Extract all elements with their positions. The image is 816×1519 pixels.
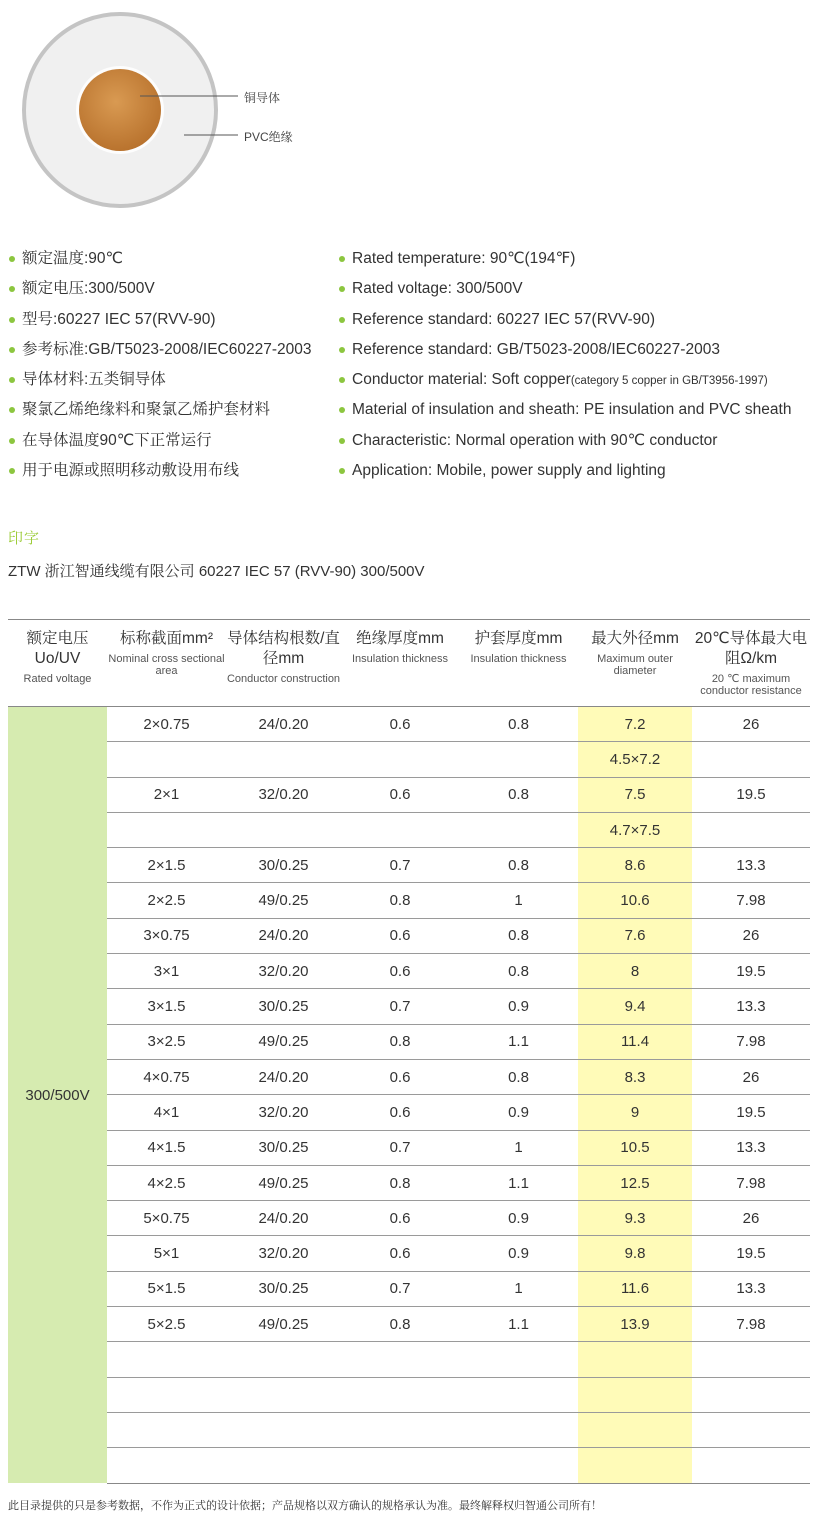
table-row (8, 1448, 810, 1483)
table-cell: 3×1 (107, 954, 226, 989)
table-cell (107, 742, 226, 777)
table-row (8, 989, 810, 1024)
table-cell: 2×1 (107, 777, 226, 812)
spec-item-note: (category 5 copper in GB/T3956-1997) (570, 375, 768, 388)
marking-title: 印字 (8, 530, 41, 547)
table-body (8, 707, 810, 1484)
table-cell: 4×0.75 (107, 1059, 226, 1094)
spec-item-text: Rated voltage: 300/500V (352, 280, 523, 298)
table-cell: 32/0.20 (226, 777, 341, 812)
table-cell: 26 (692, 1201, 810, 1236)
table-cell (692, 812, 810, 847)
table-cell: 0.6 (341, 954, 459, 989)
spec-item (338, 395, 791, 425)
table-row (8, 954, 810, 989)
insulation-label: PVC绝缘 (244, 130, 293, 144)
column-header (578, 620, 692, 707)
column-header (341, 620, 459, 707)
table-cell: 24/0.20 (226, 918, 341, 953)
table-cell (692, 1412, 810, 1447)
table-cell: 4×1 (107, 1095, 226, 1130)
column-header-en: 20 ℃ maximum conductor resistance (700, 673, 802, 697)
column-header-en: Insulation thickness (470, 653, 567, 665)
spec-item-text: Characteristic: Normal operation with 90℃ conductor (352, 431, 718, 449)
table-cell (226, 1448, 341, 1483)
spec-item-text: Material of insulation and sheath: PE insulation and PVC sheath (352, 401, 792, 419)
column-header-cn: 护套厚度mm (474, 630, 563, 647)
table-cell: 24/0.20 (226, 1059, 341, 1094)
table-cell: 5×1 (107, 1236, 226, 1271)
table-cell: 7.98 (692, 1307, 810, 1342)
table-cell: 0.6 (341, 777, 459, 812)
table-cell (692, 1448, 810, 1483)
table-cell: 19.5 (692, 954, 810, 989)
spec-item (338, 305, 791, 335)
table-cell: 4×1.5 (107, 1130, 226, 1165)
table-row (8, 1307, 810, 1342)
table-cell: 0.7 (341, 848, 459, 883)
table-cell: 10.6 (578, 883, 692, 918)
table-cell (459, 742, 578, 777)
table-cell: 0.8 (341, 883, 459, 918)
table-cell: 0.8 (341, 1307, 459, 1342)
spec-item: 在导体温度90℃下正常运行 (8, 426, 312, 456)
cable-cross-section (0, 0, 320, 215)
table-cell: 0.6 (341, 707, 459, 742)
spec-item: 额定电压:300/500V (8, 274, 312, 304)
table-cell: 4.7×7.5 (578, 812, 692, 847)
table-cell (107, 1412, 226, 1447)
table-cell: 7.2 (578, 707, 692, 742)
marking-text: ZTW 浙江智通线缆有限公司 60227 IEC 57 (RVV-90) 300/500V (8, 563, 425, 580)
table-cell: 13.3 (692, 989, 810, 1024)
spec-list-english (338, 244, 791, 486)
spec-item-text: Reference standard: 60227 IEC 57(RVV-90) (352, 310, 656, 328)
table-cell: 9 (578, 1095, 692, 1130)
table-cell: 0.9 (459, 1236, 578, 1271)
table-row (8, 883, 810, 918)
table-cell: 30/0.25 (226, 848, 341, 883)
table-cell: 5×0.75 (107, 1201, 226, 1236)
table-cell: 7.98 (692, 1165, 810, 1200)
table-cell (578, 1448, 692, 1483)
table-row (8, 1236, 810, 1271)
column-header-en: Rated voltage (23, 673, 92, 685)
table-row (8, 1412, 810, 1447)
table-row (8, 1165, 810, 1200)
table-row (8, 742, 810, 777)
table-cell: 11.6 (578, 1271, 692, 1306)
table-cell: 0.9 (459, 1095, 578, 1130)
table-cell: 30/0.25 (226, 1271, 341, 1306)
table-cell (341, 1342, 459, 1377)
table-cell: 0.6 (341, 1236, 459, 1271)
column-header (692, 620, 810, 707)
table-cell: 1.1 (459, 1165, 578, 1200)
column-header-cn: 额定电压Uo/UV (26, 630, 89, 667)
table-cell (459, 1448, 578, 1483)
spec-list-chinese (8, 244, 312, 486)
table-cell: 32/0.20 (226, 1095, 341, 1130)
table-cell (459, 1377, 578, 1412)
table-cell: 7.98 (692, 883, 810, 918)
table-cell (459, 1342, 578, 1377)
table-cell: 0.8 (459, 1059, 578, 1094)
table-cell: 19.5 (692, 777, 810, 812)
table-cell (341, 1377, 459, 1412)
table-cell: 32/0.20 (226, 954, 341, 989)
table-cell: 26 (692, 1059, 810, 1094)
spec-item-text: Conductor material: Soft copper (352, 371, 571, 389)
spec-item-text: Application: Mobile, power supply and lighting (352, 462, 666, 480)
table-cell: 19.5 (692, 1095, 810, 1130)
spec-item: 额定温度:90℃ (8, 244, 312, 274)
table-cell: 0.8 (459, 954, 578, 989)
table-cell (226, 1342, 341, 1377)
table-cell (578, 1342, 692, 1377)
table-cell: 4×2.5 (107, 1165, 226, 1200)
table-cell: 1.1 (459, 1307, 578, 1342)
table-cell: 13.3 (692, 1130, 810, 1165)
table-cell: 32/0.20 (226, 1236, 341, 1271)
table-row (8, 707, 810, 742)
table-cell: 0.7 (341, 1130, 459, 1165)
table-cell (107, 812, 226, 847)
column-header-cn: 20℃导体最大电阻Ω/km (694, 630, 808, 667)
table-cell: 3×1.5 (107, 989, 226, 1024)
table-cell: 24/0.20 (226, 707, 341, 742)
table-row (8, 1024, 810, 1059)
table-row (8, 1377, 810, 1412)
table-cell: 2×2.5 (107, 883, 226, 918)
table-cell: 30/0.25 (226, 1130, 341, 1165)
table-row (8, 1342, 810, 1377)
column-header-en: Insulation thickness (352, 653, 448, 665)
table-cell (578, 1412, 692, 1447)
table-cell: 3×2.5 (107, 1024, 226, 1059)
table-cell: 49/0.25 (226, 1165, 341, 1200)
table-cell: 3×0.75 (107, 918, 226, 953)
table-row (8, 1271, 810, 1306)
table-cell: 8 (578, 954, 692, 989)
table-row (8, 1201, 810, 1236)
column-header (226, 620, 341, 707)
spec-item (338, 274, 791, 304)
table-row (8, 1059, 810, 1094)
table-cell: 1 (459, 1271, 578, 1306)
table-cell: 7.6 (578, 918, 692, 953)
table-cell (459, 812, 578, 847)
column-header-cn: 导体结构根数/直径mm (227, 630, 340, 667)
table-cell (226, 1377, 341, 1412)
table-cell (341, 1448, 459, 1483)
footnote: 此目录提供的只是参考数据，不作为正式的设计依据；产品规格以双方确认的规格承认为准。最终解释权归智通公司所有！ (8, 1500, 602, 1512)
conductor-label: 铜导体 (244, 91, 281, 105)
table-cell: 0.6 (341, 1201, 459, 1236)
spec-item-text: Reference standard: GB/T5023-2008/IEC60227-2003 (352, 340, 720, 358)
column-header-cn: 最大外径mm (591, 630, 679, 647)
spec-item: 用于电源或照明移动敷设用布线 (8, 456, 312, 486)
table-cell: 0.6 (341, 1095, 459, 1130)
table-cell: 24/0.20 (226, 1201, 341, 1236)
table-cell: 49/0.25 (226, 883, 341, 918)
table-cell: 0.8 (459, 848, 578, 883)
table-cell (692, 1377, 810, 1412)
table-cell: 0.8 (459, 918, 578, 953)
table-cell (341, 742, 459, 777)
table-cell: 49/0.25 (226, 1307, 341, 1342)
table-cell: 9.3 (578, 1201, 692, 1236)
column-header-en: Maximum outer diameter (597, 653, 673, 677)
table-cell: 0.8 (459, 707, 578, 742)
table-cell: 4.5×7.2 (578, 742, 692, 777)
spec-item: 参考标准:GB/T5023-2008/IEC60227-2003 (8, 335, 312, 365)
table-cell (692, 1342, 810, 1377)
table-cell: 0.8 (341, 1024, 459, 1059)
table-cell (578, 1377, 692, 1412)
table-cell: 2×1.5 (107, 848, 226, 883)
spec-item (338, 244, 791, 274)
table-cell: 8.3 (578, 1059, 692, 1094)
spec-item (338, 335, 791, 365)
column-header-cn: 绝缘厚度mm (356, 630, 444, 647)
column-header (107, 620, 226, 707)
column-header-en: Conductor construction (226, 673, 341, 685)
table-cell (107, 1342, 226, 1377)
spec-item: 型号:60227 IEC 57(RVV-90) (8, 305, 312, 335)
table-cell (107, 1448, 226, 1483)
table-cell: 30/0.25 (226, 989, 341, 1024)
table-row (8, 777, 810, 812)
rated-voltage-cell: 300/500V (8, 707, 107, 1484)
table-cell: 13.3 (692, 848, 810, 883)
table-cell: 1 (459, 1130, 578, 1165)
table-row (8, 812, 810, 847)
table-cell: 2×0.75 (107, 707, 226, 742)
table-row (8, 848, 810, 883)
copper-conductor (79, 69, 161, 151)
table-cell: 7.5 (578, 777, 692, 812)
table-cell: 26 (692, 707, 810, 742)
spec-item (338, 456, 791, 486)
table-cell: 0.8 (459, 777, 578, 812)
table-cell: 13.9 (578, 1307, 692, 1342)
table-header-row (8, 620, 810, 707)
table-cell (226, 1412, 341, 1447)
table-cell: 0.6 (341, 1059, 459, 1094)
table-cell: 0.6 (341, 918, 459, 953)
table-cell: 5×2.5 (107, 1307, 226, 1342)
spec-item (338, 365, 791, 395)
table-row (8, 1095, 810, 1130)
table-cell (692, 742, 810, 777)
table-cell: 10.5 (578, 1130, 692, 1165)
table-cell (226, 742, 341, 777)
table-cell (459, 1412, 578, 1447)
table-cell: 1 (459, 883, 578, 918)
table-cell: 0.7 (341, 989, 459, 1024)
table-cell (226, 812, 341, 847)
table-cell: 9.8 (578, 1236, 692, 1271)
table-cell: 19.5 (692, 1236, 810, 1271)
spec-item: 聚氯乙烯绝缘料和聚氯乙烯护套材料 (8, 395, 312, 425)
table-cell: 11.4 (578, 1024, 692, 1059)
column-header-en: Nominal cross sectional area (108, 653, 225, 677)
table-cell: 0.9 (459, 989, 578, 1024)
spec-table (8, 619, 810, 1484)
table-cell: 12.5 (578, 1165, 692, 1200)
table-cell: 13.3 (692, 1271, 810, 1306)
cable-diagram (0, 0, 320, 215)
table-cell: 0.7 (341, 1271, 459, 1306)
column-header (459, 620, 578, 707)
table-cell: 0.8 (341, 1165, 459, 1200)
table-cell: 1.1 (459, 1024, 578, 1059)
table-cell: 9.4 (578, 989, 692, 1024)
table-cell (341, 1412, 459, 1447)
table-cell: 0.9 (459, 1201, 578, 1236)
spec-item (338, 426, 791, 456)
table-cell (341, 812, 459, 847)
table-cell: 49/0.25 (226, 1024, 341, 1059)
column-header (8, 620, 107, 707)
table-row (8, 1130, 810, 1165)
spec-item-text: Rated temperature: 90℃(194℉) (352, 250, 576, 267)
column-header-cn: 标称截面mm² (120, 630, 213, 647)
table-cell: 7.98 (692, 1024, 810, 1059)
table-cell: 26 (692, 918, 810, 953)
table-cell (107, 1377, 226, 1412)
table-row (8, 918, 810, 953)
spec-item: 导体材料:五类铜导体 (8, 365, 312, 395)
table-cell: 8.6 (578, 848, 692, 883)
table-cell: 5×1.5 (107, 1271, 226, 1306)
